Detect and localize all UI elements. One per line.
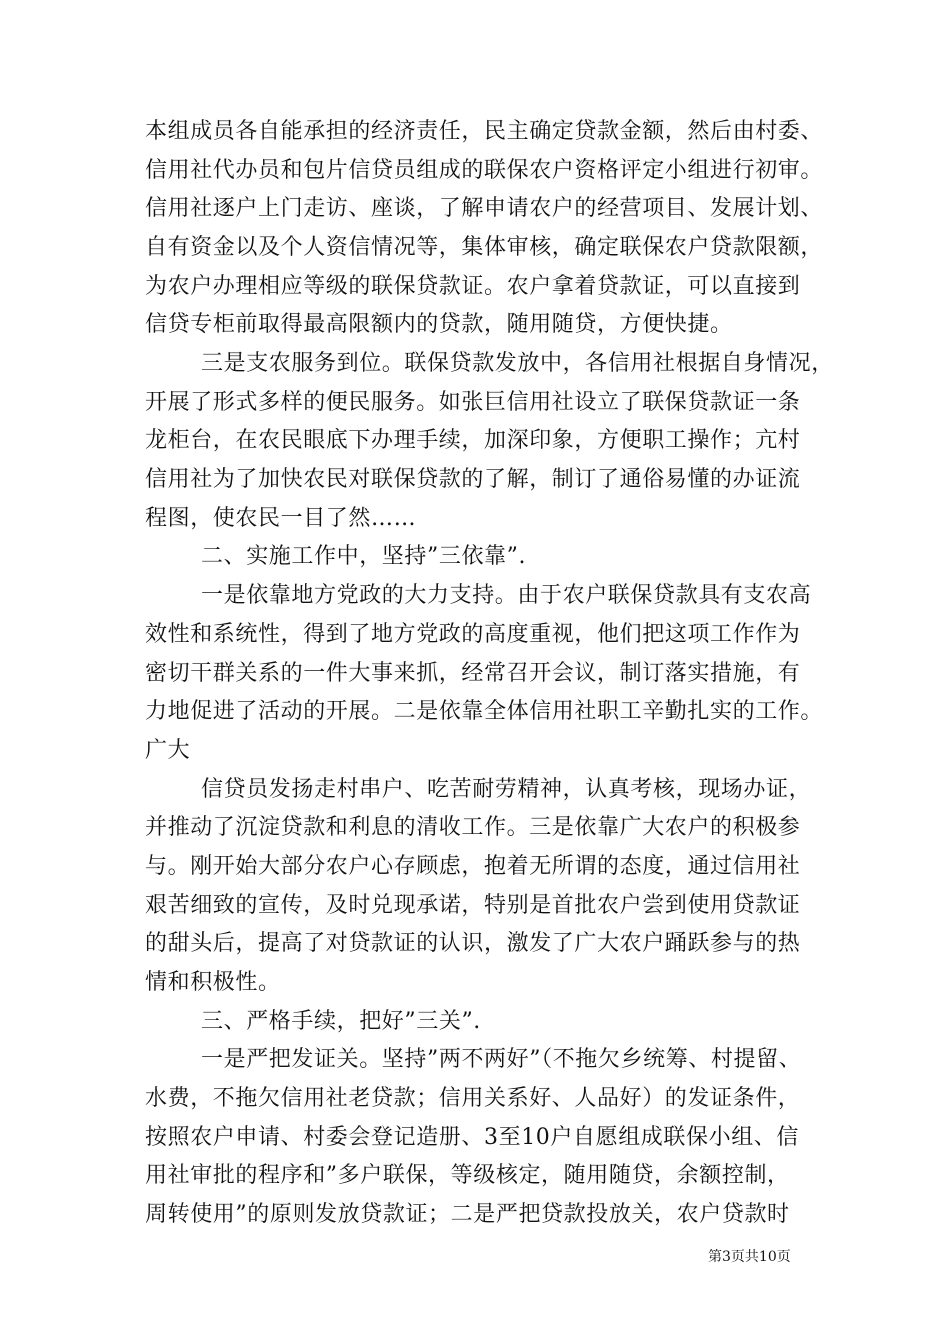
body-text-line: 开展了形式多样的便民服务。如张巨信用社设立了联保贷款证一条 [145, 389, 801, 415]
paragraph-start-line: 三是支农服务到位。联保贷款发放中，各信用社根据自身情况， [201, 351, 834, 377]
body-text-line: 用社审批的程序和”多户联保，等级核定，随用随贷，余额控制， [145, 1163, 790, 1189]
body-text-line: 广大 [145, 737, 191, 763]
body-text-line: 密切干群关系的一件大事来抓，经常召开会议，制订落实措施，有 [145, 660, 801, 686]
paragraph-start-line: 一是严把发证关。坚持”两不两好”（不拖欠乡统筹、村提留、 [201, 1047, 802, 1073]
body-text-line: 情和积极性。 [145, 969, 281, 995]
body-text-line: 并推动了沉淀贷款和利息的清收工作。三是依靠广大农户的积极参 [145, 815, 801, 841]
paragraph-start-line: 一是依靠地方党政的大力支持。由于农户联保贷款具有支农高 [201, 583, 812, 609]
body-text-line: 信用社逐户上门走访、座谈，了解申请农户的经营项目、发展计划、 [145, 196, 824, 222]
body-text-line: 为农户办理相应等级的联保贷款证。农户拿着贷款证，可以直接到 [145, 273, 801, 299]
body-text-line: 按照农户申请、村委会登记造册、3至10户自愿组成联保小组、信 [145, 1124, 799, 1150]
body-text-line: 艰苦细致的宣传，及时兑现承诺，特别是首批农户尝到使用贷款证 [145, 892, 801, 918]
paragraph-start-line: 信贷员发扬走村串户、吃苦耐劳精神，认真考核，现场办证， [201, 776, 812, 802]
section-heading: 二、实施工作中，坚持”三依靠”. [201, 544, 527, 570]
body-text-line: 的甜头后，提高了对贷款证的认识，激发了广大农户踊跃参与的热 [145, 931, 801, 957]
body-text-line: 信用社为了加快农民对联保贷款的了解，制订了通俗易懂的办证流 [145, 467, 801, 493]
body-text-line: 效性和系统性，得到了地方党政的高度重视，他们把这项工作作为 [145, 621, 801, 647]
body-text-line: 信贷专柜前取得最高限额内的贷款，随用随贷，方便快捷。 [145, 312, 733, 338]
body-text-line: 水费，不拖欠信用社老贷款；信用关系好、人品好）的发证条件， [145, 1085, 801, 1111]
page-number-footer: 第3页共10页 [708, 1249, 791, 1265]
body-text-line: 周转使用”的原则发放贷款证；二是严把贷款投放关，农户贷款时 [145, 1202, 790, 1227]
body-text-line: 程图，使农民一目了然…… [145, 505, 417, 531]
section-heading: 三、严格手续，把好”三关”. [201, 1008, 481, 1034]
body-text-line: 信用社代办员和包片信贷员组成的联保农户资格评定小组进行初审。 [145, 157, 824, 183]
body-text-line: 与。刚开始大部分农户心存顾虑，抱着无所谓的态度，通过信用社 [145, 853, 801, 879]
body-text-line: 自有资金以及个人资信情况等，集体审核，确定联保农户贷款限额， [145, 235, 824, 261]
body-text-line: 龙柜台，在农民眼底下办理手续，加深印象，方便职工操作；亢村 [145, 428, 801, 454]
body-text-line: 本组成员各自能承担的经济责任，民主确定贷款金额，然后由村委、 [145, 119, 824, 144]
body-text-line: 力地促进了活动的开展。二是依靠全体信用社职工辛勤扎实的工作。 [145, 699, 824, 725]
